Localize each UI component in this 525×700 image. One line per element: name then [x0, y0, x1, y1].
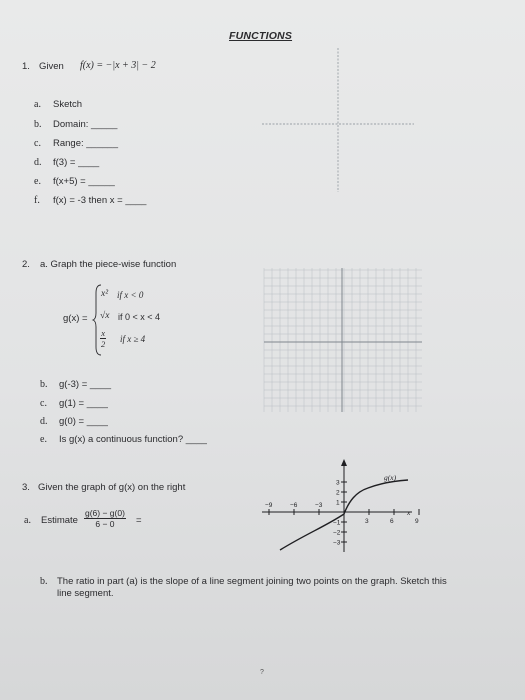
q1-number: 1.	[22, 61, 30, 72]
q2-grid	[262, 266, 424, 414]
q1-blank-axes	[258, 40, 418, 200]
case2-cond: if 0 < x < 4	[118, 312, 161, 322]
curve-label: g(x)	[384, 473, 397, 482]
case1-cond: if x < 0	[117, 290, 144, 300]
q2-part-letter: e.	[40, 434, 47, 445]
page-title: FUNCTIONS	[229, 30, 293, 42]
q3-number: 3.	[22, 482, 30, 493]
q3-rate-fraction	[84, 508, 126, 529]
q1-part-letter: f.	[34, 195, 40, 206]
q3-part-a-letter: a.	[24, 515, 31, 526]
q1-part-f3: f(3) = ____	[53, 157, 100, 168]
q3-frac-num: g(6) − g(0)	[85, 508, 125, 518]
x-tick-label: 3	[365, 518, 369, 525]
q3-part-b-letter: b.	[40, 576, 48, 587]
y-tick-label: −3	[333, 539, 341, 547]
q1-part-range: Range: ______	[53, 138, 118, 149]
q2-number: 2.	[22, 259, 30, 270]
q1-part-letter: c.	[34, 138, 41, 149]
case3-den: 2	[101, 339, 106, 349]
q1-function: f(x) = −|x + 3| − 2	[80, 60, 156, 71]
q3-equals: =	[136, 515, 142, 526]
q3-prompt: Given the graph of g(x) on the right	[38, 482, 186, 493]
q2-part-letter: b.	[40, 379, 48, 390]
x-tick-label: 6	[390, 518, 394, 525]
q3-part-b-line2: line segment.	[57, 588, 114, 599]
case2-expr: √x	[100, 311, 110, 321]
q3-function-graph	[256, 456, 419, 556]
q1-part-fx5: f(x+5) = _____	[53, 176, 115, 187]
x-tick-label: −3	[315, 502, 323, 509]
case3-fraction	[100, 328, 106, 349]
q2-part-letter: d.	[40, 416, 48, 427]
y-tick-label: 3	[336, 479, 340, 487]
x-axis-label: x	[407, 508, 411, 517]
y-tick-label: 2	[336, 489, 340, 497]
y-tick-label: −1	[333, 519, 341, 527]
q2-part-letter: c.	[40, 398, 47, 409]
q1-part-domain: Domain: _____	[53, 119, 118, 130]
q1-part-solve: f(x) = -3 then x = ____	[53, 195, 147, 206]
x-tick-label: 9	[415, 518, 419, 525]
q1-part-letter: d.	[34, 157, 42, 168]
q2-part-g0: g(0) = ____	[59, 416, 108, 427]
q3-part-b-line1: The ratio in part (a) is the slope of a line segment joining two points on the graph. Sketch this	[57, 576, 447, 587]
q1-part-sketch: Sketch	[53, 99, 83, 110]
x-tick-label: −6	[290, 502, 298, 509]
q1-part-letter: e.	[34, 176, 41, 187]
q3-frac-den: 6 − 0	[95, 519, 115, 529]
q2-part-g-neg3: g(-3) = ____	[59, 379, 112, 390]
x-tick-label: −9	[265, 502, 273, 509]
q3-part-a-text: Estimate	[41, 515, 78, 526]
q1-part-letter: b.	[34, 119, 42, 130]
g-label: g(x) =	[63, 313, 88, 324]
q2-part-continuous: Is g(x) a continuous function? ____	[59, 434, 207, 445]
q1-given: Given	[39, 61, 64, 72]
q2-prompt: a. Graph the piece-wise function	[40, 259, 177, 270]
case3-num: x	[101, 328, 106, 338]
q2-part-g1: g(1) = ____	[59, 398, 108, 409]
case1-expr: x²	[101, 289, 109, 299]
y-axis-arrow-icon	[341, 459, 347, 466]
y-tick-label: 1	[336, 499, 340, 507]
y-tick-label: −2	[333, 529, 341, 537]
footer-mark: ?	[260, 669, 264, 676]
q1-part-letter: a.	[34, 99, 41, 110]
case3-cond: if x ≥ 4	[120, 334, 146, 344]
